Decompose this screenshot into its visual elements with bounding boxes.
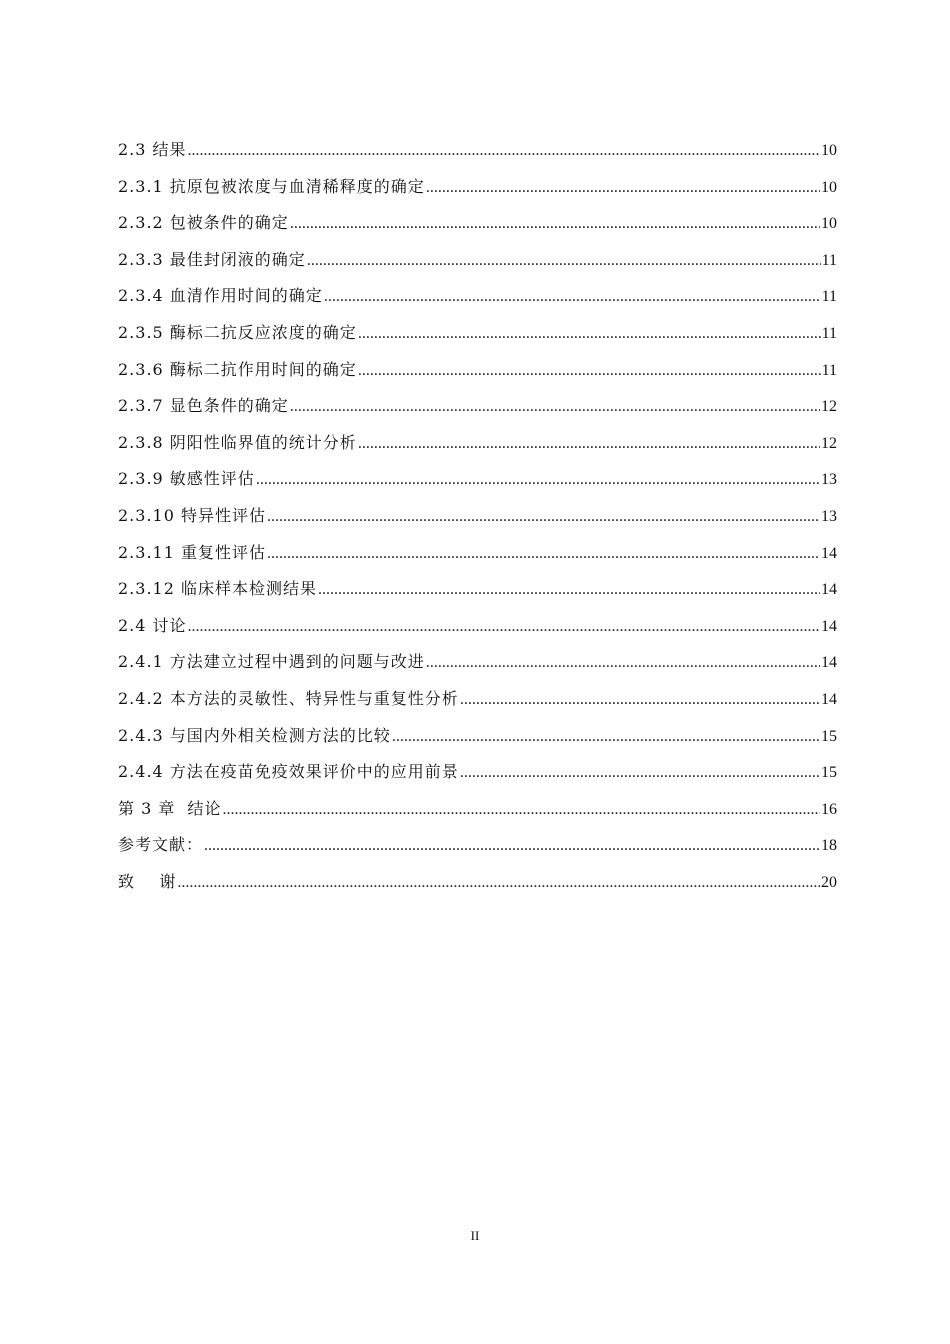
toc-entry-title: 2.3.7 显色条件的确定 [118, 396, 289, 416]
toc-entry-title: 2.3.5 酶标二抗反应浓度的确定 [118, 322, 357, 342]
toc-dot-leader [290, 212, 820, 236]
toc-entry[interactable] [118, 431, 837, 468]
toc-entry-page: 13 [821, 507, 837, 525]
toc-entry[interactable] [118, 724, 837, 761]
toc-dot-leader [358, 359, 821, 383]
toc-entry-title: 2.3.8 阴阳性临界值的统计分析 [118, 432, 357, 452]
toc-dot-leader [460, 761, 820, 785]
toc-entry-title: 2.3.2 包被条件的确定 [118, 213, 289, 233]
toc-entry[interactable] [118, 321, 837, 358]
toc-dot-leader [177, 871, 820, 895]
toc-entry[interactable] [118, 504, 837, 541]
toc-entry-page: 11 [821, 251, 837, 269]
toc-dot-leader [318, 578, 820, 602]
toc-entry[interactable] [118, 358, 837, 395]
toc-entry-page: 11 [821, 324, 837, 342]
toc-dot-leader [256, 468, 820, 492]
page-number: II [470, 1228, 480, 1243]
toc-entry[interactable] [118, 577, 837, 614]
toc-entry-title: 参考文献： [118, 835, 204, 855]
toc-entry[interactable] [118, 760, 837, 797]
toc-dot-leader [358, 322, 821, 346]
toc-entry-page: 15 [821, 727, 837, 745]
toc-entry-page: 12 [821, 398, 837, 416]
toc-dot-leader [307, 249, 821, 273]
toc-entry-title: 致 谢 [118, 871, 177, 891]
toc-entry-title: 2.4.2 本方法的灵敏性、特异性与重复性分析 [118, 688, 459, 708]
toc-entry[interactable] [118, 541, 837, 578]
toc-entry-page: 12 [821, 434, 837, 452]
toc-dot-leader [223, 798, 820, 822]
toc-entry[interactable] [118, 248, 837, 285]
toc-dot-leader [426, 651, 820, 675]
toc-dot-leader [267, 505, 820, 529]
toc-entry-title: 2.3.9 敏感性评估 [118, 469, 255, 489]
toc-entry-page: 20 [821, 873, 837, 891]
toc-entry-title: 2.3.11 重复性评估 [118, 542, 266, 562]
toc-entry-page: 10 [821, 215, 837, 233]
toc-entry-title: 2.3.12 临床样本检测结果 [118, 579, 317, 599]
page-footer [0, 1228, 950, 1244]
toc-entry[interactable] [118, 650, 837, 687]
toc-entry[interactable] [118, 797, 837, 834]
toc-entry[interactable] [118, 870, 837, 907]
toc-dot-leader [204, 834, 820, 858]
toc-entry-page: 15 [821, 764, 837, 782]
toc-entry-page: 14 [821, 544, 837, 562]
toc-dot-leader [188, 139, 820, 163]
table-of-contents [118, 138, 837, 906]
toc-entry-page: 14 [821, 581, 837, 599]
toc-entry[interactable] [118, 211, 837, 248]
toc-entry-title: 2.4.4 方法在疫苗免疫效果评价中的应用前景 [118, 762, 459, 782]
toc-dot-leader [460, 688, 820, 712]
toc-entry-title: 2.3.4 血清作用时间的确定 [118, 286, 323, 306]
toc-entry[interactable] [118, 467, 837, 504]
toc-entry-page: 16 [821, 800, 837, 818]
toc-entry-page: 14 [821, 617, 837, 635]
toc-entry-title: 2.3.10 特异性评估 [118, 505, 266, 525]
toc-entry[interactable] [118, 687, 837, 724]
toc-entry[interactable] [118, 138, 837, 175]
toc-entry-page: 10 [821, 142, 837, 159]
toc-dot-leader [188, 615, 820, 639]
toc-dot-leader [324, 285, 821, 309]
toc-entry-title: 2.4 讨论 [118, 615, 187, 635]
toc-entry-page: 10 [821, 178, 837, 196]
toc-entry-title: 第 3 章 结论 [118, 798, 222, 818]
toc-dot-leader [426, 176, 820, 200]
toc-entry-page: 13 [821, 471, 837, 489]
toc-dot-leader [392, 725, 820, 749]
toc-entry[interactable] [118, 284, 837, 321]
toc-entry-title: 2.4.1 方法建立过程中遇到的问题与改进 [118, 652, 425, 672]
toc-entry[interactable] [118, 614, 837, 651]
toc-entry[interactable] [118, 833, 837, 870]
toc-entry-title: 2.3.1 抗原包被浓度与血清稀释度的确定 [118, 176, 425, 196]
toc-entry-page: 14 [821, 690, 837, 708]
toc-dot-leader [267, 542, 820, 566]
toc-entry-page: 11 [821, 288, 837, 306]
toc-entry-title: 2.4.3 与国内外相关检测方法的比较 [118, 725, 391, 745]
toc-dot-leader [290, 395, 820, 419]
toc-entry[interactable] [118, 394, 837, 431]
toc-entry-title: 2.3 结果 [118, 140, 187, 159]
toc-dot-leader [358, 432, 820, 456]
toc-entry-page: 14 [821, 654, 837, 672]
toc-entry[interactable] [118, 175, 837, 212]
toc-entry-page: 18 [821, 837, 837, 855]
toc-entry-title: 2.3.6 酶标二抗作用时间的确定 [118, 359, 357, 379]
toc-entry-page: 11 [821, 361, 837, 379]
toc-entry-title: 2.3.3 最佳封闭液的确定 [118, 249, 306, 269]
